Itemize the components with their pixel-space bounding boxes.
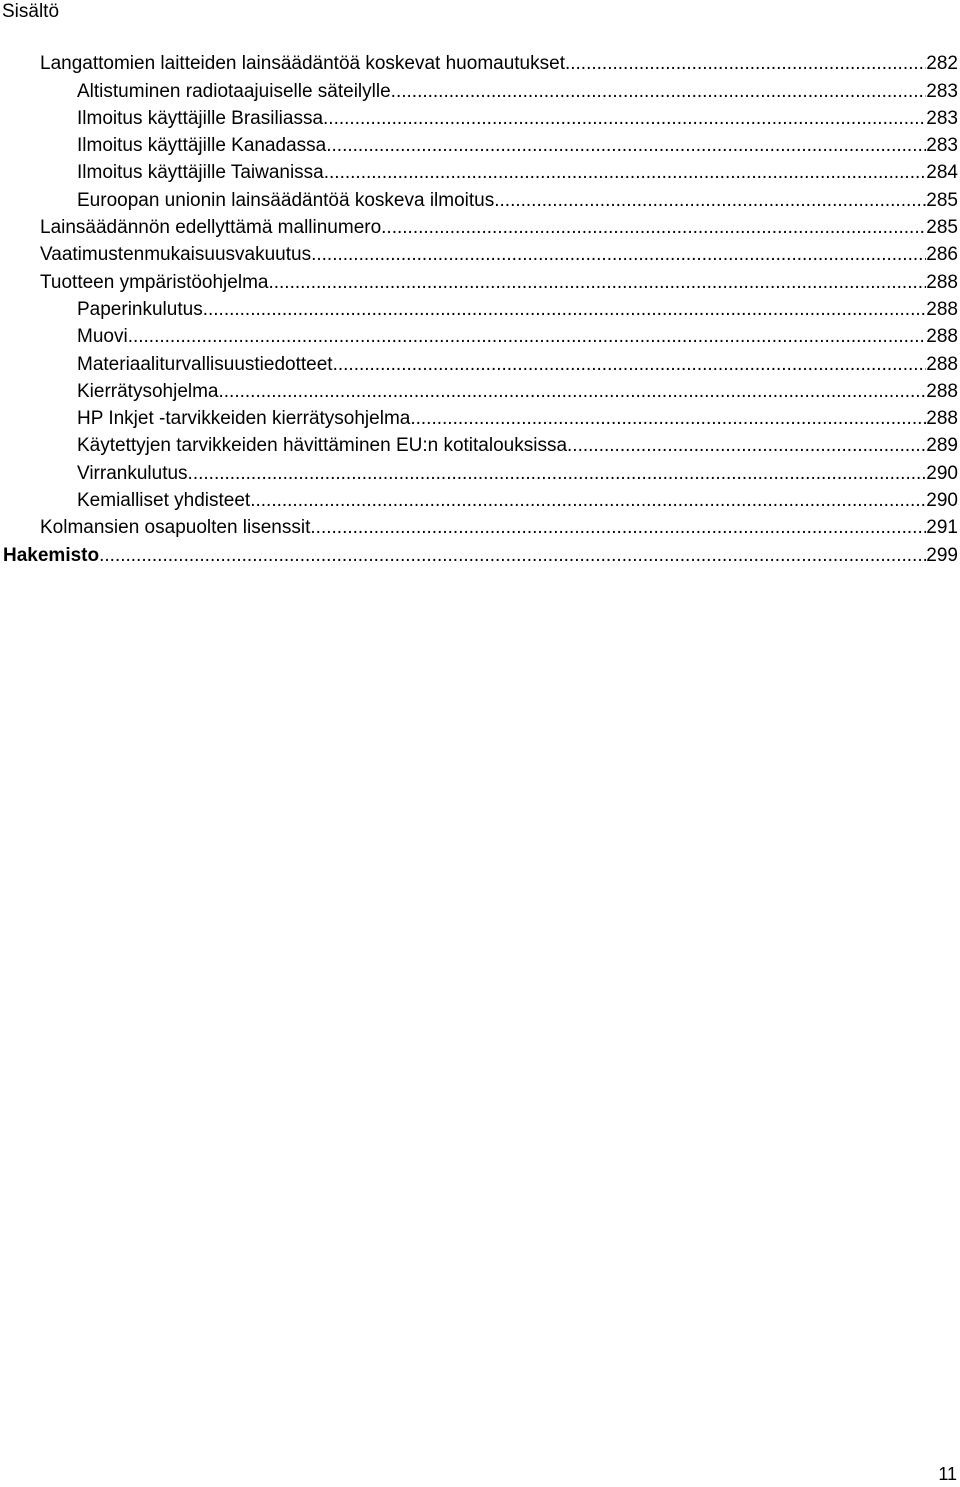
toc-entry-page: 288 [926,326,958,348]
toc-entry-title: Kemialliset yhdisteet [77,490,251,512]
toc-entry[interactable] [0,376,960,403]
toc-entry[interactable] [0,457,960,484]
toc-entry-title: Ilmoitus käyttäjille Brasiliassa [77,107,324,129]
toc-entry[interactable] [0,430,960,457]
toc-entry-title: Kolmansien osapuolten lisenssit [40,517,311,539]
toc-entry-page: 283 [926,135,958,157]
toc-entry-page: 283 [926,107,958,129]
table-of-contents [0,48,960,567]
toc-dot-leader [250,490,926,512]
toc-entry-page: 288 [926,353,958,375]
toc-entry-title: Käytettyjen tarvikkeiden hävittäminen EU:n kotitalouksissa [77,435,568,457]
toc-entry-title: HP Inkjet -tarvikkeiden kierrätysohjelma [77,408,411,430]
toc-dot-leader [310,517,926,539]
toc-entry-title: Paperinkulutus [77,298,203,320]
toc-entry-page: 289 [926,435,958,457]
toc-entry-title: Altistuminen radiotaajuiselle säteilylle [77,80,391,102]
toc-entry-page: 299 [926,544,958,566]
toc-dot-leader [494,190,926,212]
toc-dot-leader [99,545,926,567]
toc-entry[interactable] [0,321,960,348]
page-number: 11 [938,1464,957,1484]
toc-entry[interactable] [0,485,960,512]
toc-dot-leader [268,272,926,294]
toc-entry-title: Kierrätysohjelma [77,380,219,402]
toc-entry[interactable] [0,130,960,157]
toc-entry-page: 290 [926,462,958,484]
toc-entry[interactable] [0,266,960,293]
toc-entry-page: 285 [926,217,958,239]
toc-entry-title: Ilmoitus käyttäjille Kanadassa [77,135,327,157]
toc-dot-leader [323,108,926,130]
toc-entry-page: 284 [926,162,958,184]
toc-entry-page: 288 [926,298,958,320]
toc-dot-leader [219,381,927,403]
toc-entry[interactable] [0,48,960,75]
toc-entry[interactable] [0,103,960,130]
toc-entry-title: Langattomien laitteiden lainsäädäntöä koskevat huomautukset [40,53,565,75]
toc-entry-title: Ilmoitus käyttäjille Taiwanissa [77,162,324,184]
page-title: Sisältö [2,1,60,22]
toc-entry-title: Vaatimustenmukaisuusvakuutus [40,244,312,266]
toc-entry[interactable] [0,294,960,321]
toc-entry-title: Tuotteen ympäristöohjelma [40,271,269,293]
toc-entry-title: Muovi [77,326,128,348]
toc-entry-title: Materiaaliturvallisuustiedotteet [77,353,333,375]
toc-dot-leader [326,135,926,157]
toc-entry-page: 288 [926,408,958,430]
toc-entry-title: Hakemisto [3,544,100,566]
toc-dot-leader [410,408,926,430]
toc-entry-page: 290 [926,490,958,512]
toc-entry[interactable] [0,212,960,239]
toc-entry[interactable] [0,75,960,102]
toc-entry-page: 288 [926,271,958,293]
toc-entry[interactable] [0,348,960,375]
toc-dot-leader [324,162,927,184]
toc-dot-leader [128,326,927,348]
toc-entry-title: Euroopan unionin lainsäädäntöä koskeva ilmoitus [77,189,495,211]
toc-entry[interactable] [0,512,960,539]
toc-entry-page: 282 [926,53,958,75]
toc-entry[interactable] [0,239,960,266]
toc-entry[interactable] [0,157,960,184]
toc-entry-page: 285 [926,189,958,211]
toc-dot-leader [391,81,927,103]
toc-dot-leader [203,299,927,321]
toc-entry-title: Lainsäädännön edellyttämä mallinumero [40,217,382,239]
toc-dot-leader [333,354,927,376]
toc-dot-leader [311,244,926,266]
toc-entry-title: Virrankulutus [77,462,188,484]
toc-entry[interactable] [0,403,960,430]
toc-dot-leader [188,463,927,485]
toc-entry-page: 283 [926,80,958,102]
toc-entry-page: 288 [926,380,958,402]
toc-dot-leader [565,53,926,75]
toc-entry-page: 286 [926,244,958,266]
toc-entry[interactable] [0,539,960,566]
toc-entry[interactable] [0,184,960,211]
toc-entry-page: 291 [926,517,958,539]
toc-dot-leader [381,217,926,239]
toc-dot-leader [567,435,926,457]
